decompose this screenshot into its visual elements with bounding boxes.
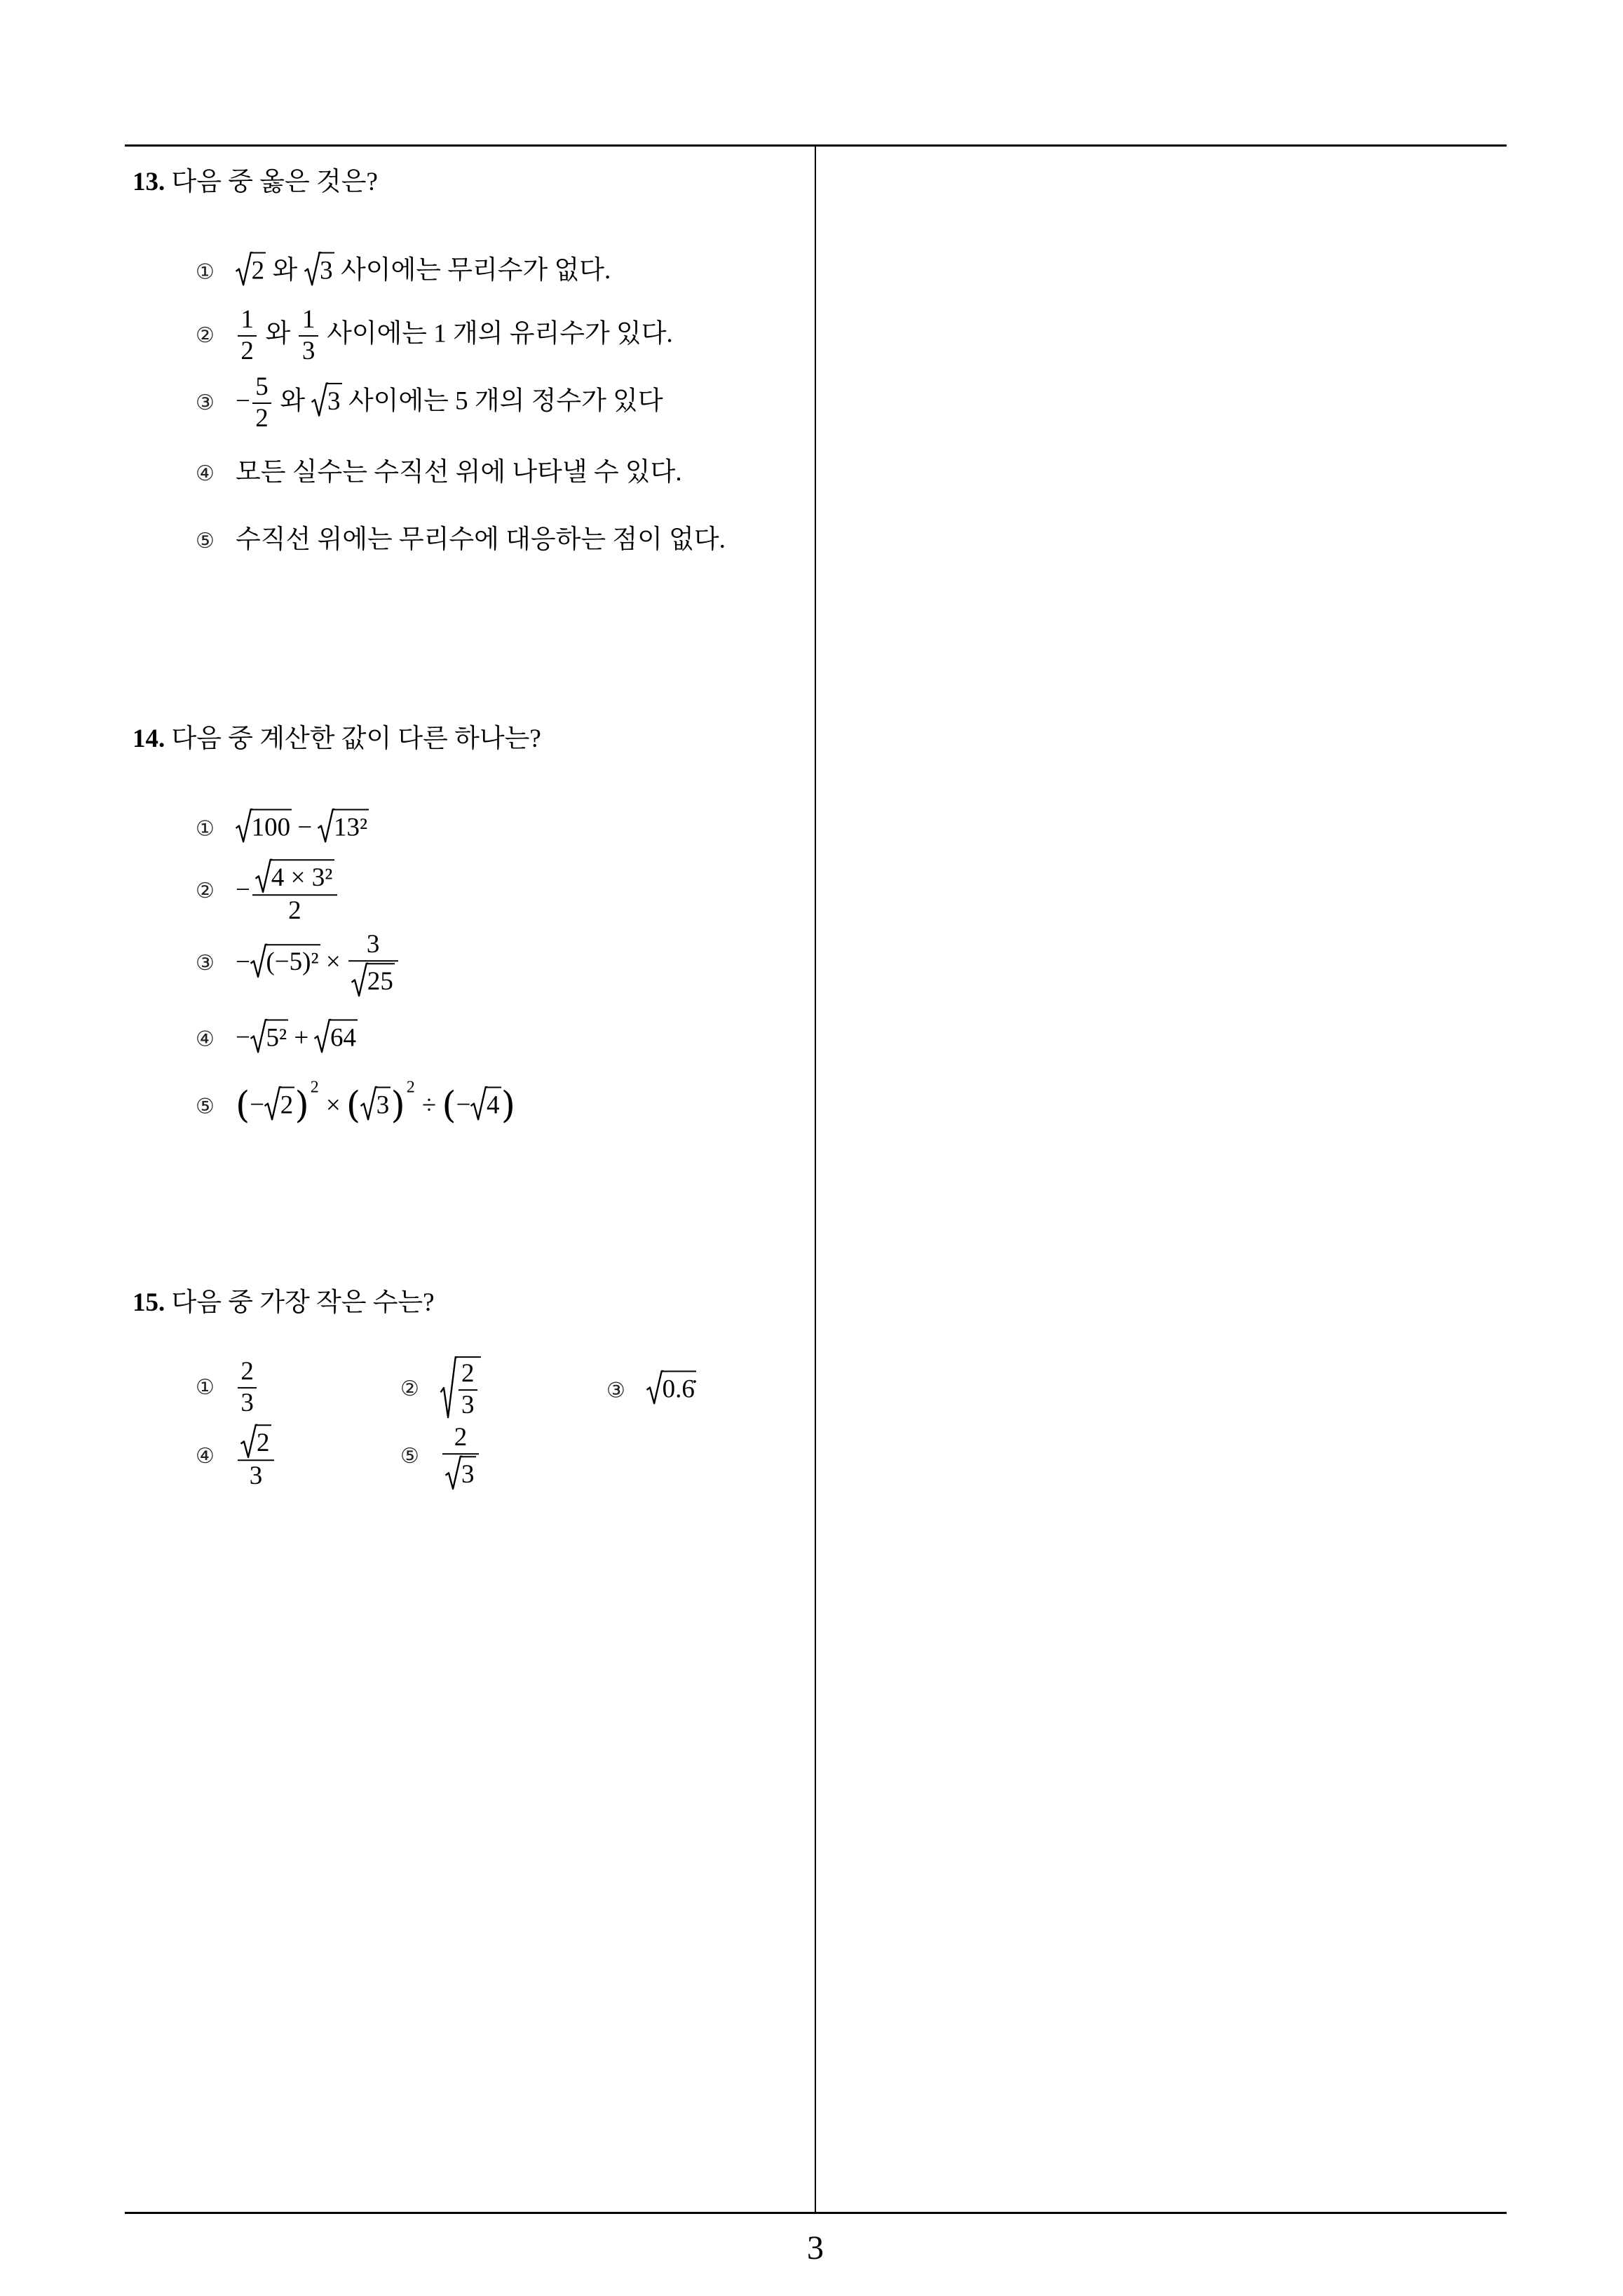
square-root [646,1370,696,1404]
question-prompt: 다음 중 계산한 값이 다른 하나는? [171,724,541,753]
radicand: 3 [326,383,342,417]
radicand: 64 [329,1019,358,1053]
column-divider [815,145,816,2213]
fraction [236,306,259,365]
radicand: 3 [460,1457,476,1490]
radicand: 3 [318,252,334,285]
fraction [440,1424,481,1490]
option-marker: ③ [606,1378,625,1403]
option-marker: ⑤ [196,1094,215,1119]
option-text: 수직선 위에는 무리수에 대응하는 점이 없다. [236,525,726,554]
radical-sign [250,944,266,978]
option-marker: ① [196,1375,215,1400]
question-number: 13. [133,167,165,196]
square-root [250,1019,288,1053]
fraction-denominator: 2 [240,337,254,366]
radicand: 2 [279,1087,295,1121]
radical-sign [264,1087,280,1121]
square-root [440,1356,481,1419]
option-text: 와 [280,386,306,416]
radicand: 4 [485,1087,501,1121]
radical-sign [314,1019,330,1053]
fraction-denominator: 2 [255,404,269,433]
radical-sign [304,252,320,285]
option-marker: ② [400,1377,419,1402]
left-parenthesis: ( [236,1084,250,1127]
option-2 [400,1356,481,1419]
radicand: (−5)² [265,944,320,978]
left-parenthesis: ( [442,1084,456,1127]
fraction [236,1358,259,1417]
option-5 [400,1424,481,1490]
fraction-denominator: 3 [461,1391,475,1420]
option-2 [196,306,673,365]
option-text: 모든 실수는 수직선 위에 나타낼 수 있다. [236,457,682,487]
square-root [236,809,292,842]
exponent: 2 [310,1078,319,1097]
question-header [133,1288,435,1318]
fraction-denominator: 3 [301,337,315,366]
question-header [133,167,378,198]
option-3 [196,374,663,433]
left-parenthesis: ( [346,1084,361,1127]
radicand: 4 × 3² [270,859,334,893]
square-root [236,252,266,285]
radicand: 3 [375,1087,391,1121]
option-3 [196,931,400,997]
option-marker: ① [196,816,215,842]
option-marker: ⑤ [196,528,215,553]
radical-sign [250,1019,266,1053]
fraction-numerator: 2 [442,1424,479,1454]
fraction-numerator: 1 [238,306,257,337]
option-5 [196,525,726,555]
square-root [264,1087,294,1121]
question-number: 14. [133,724,165,753]
question-header [133,724,541,755]
minus-sign: − [250,1090,265,1120]
option-4 [196,1424,276,1490]
fraction-numerator: 3 [348,931,398,961]
radical-sign [360,1087,376,1121]
minus-sign: − [456,1090,471,1120]
radical-sign [318,809,333,842]
radicand: 13² [332,809,369,842]
radicand: 100 [250,809,292,842]
radical-sign [236,252,251,285]
minus-sign: − [236,947,250,977]
radical-sign [236,809,251,842]
square-root [314,1019,358,1053]
radical-sign [470,1087,486,1121]
option-1 [196,252,611,286]
square-root [304,252,334,285]
option-marker: ④ [196,1027,215,1052]
square-root [445,1457,475,1490]
fraction-denominator [348,961,398,997]
option-marker: ③ [196,951,215,976]
option-2 [196,859,339,925]
square-root [311,383,341,417]
minus-sign: − [236,386,250,416]
option-marker: ① [196,259,215,285]
option-1 [196,809,369,843]
question-number: 15. [133,1288,165,1317]
minus-sign: − [236,875,250,905]
square-root [255,859,334,893]
operator: × [325,1090,341,1120]
square-root [250,944,320,978]
fraction-numerator [238,1424,274,1461]
operator: × [325,947,341,977]
bottom-rule [125,2212,1507,2214]
radical-sign [240,1424,256,1458]
option-4 [196,1019,358,1053]
operator: ÷ [421,1090,437,1120]
option-1 [196,1358,259,1417]
fraction [250,859,339,925]
exponent: 2 [406,1078,415,1097]
option-marker: ② [196,323,215,348]
fraction-numerator: 2 [459,1360,477,1391]
fraction [236,1424,276,1490]
radicand: 2 [255,1424,271,1458]
option-marker: ③ [196,390,215,415]
option-marker: ② [196,879,215,904]
square-root [240,1424,271,1458]
right-parenthesis: ) [391,1084,405,1127]
option-text: 사이에는 5 개의 정수가 있다 [348,386,663,416]
option-text: 와 [265,319,291,349]
option-text: 와 [272,256,298,285]
fraction [346,931,400,997]
fraction-denominator: 2 [288,896,301,925]
fraction-numerator: 2 [238,1358,257,1389]
right-parenthesis: ) [294,1084,309,1127]
radical-sign [646,1370,662,1404]
fraction-denominator [442,1454,479,1490]
fraction [456,1360,480,1419]
option-5 [196,1078,516,1127]
radicand: 5² [265,1019,289,1053]
page-number: 3 [807,2229,824,2267]
fraction-denominator: 3 [240,1389,254,1418]
square-root [318,809,369,842]
option-4 [196,457,682,488]
question-prompt: 다음 중 옳은 것은? [171,167,378,196]
fraction-denominator: 3 [249,1461,263,1490]
option-text: 사이에는 무리수가 없다. [341,256,611,285]
radical-sign [440,1356,456,1419]
fraction [297,306,320,365]
fraction-numerator: 5 [252,374,271,404]
square-root [351,964,395,997]
option-marker: ④ [196,461,215,486]
question-prompt: 다음 중 가장 작은 수는? [171,1288,435,1317]
minus-sign: − [236,1023,250,1053]
option-text: 사이에는 1 개의 유리수가 있다. [327,319,673,349]
radical-sign [445,1457,461,1490]
option-3 [606,1370,696,1405]
fraction-numerator: 1 [299,306,318,337]
fraction [250,374,273,433]
radical-sign [255,859,271,893]
option-marker: ⑤ [400,1444,419,1469]
fraction-numerator [252,859,337,896]
radicand [455,1356,481,1419]
option-marker: ④ [196,1444,215,1469]
radical-sign [351,964,367,997]
right-parenthesis: ) [501,1084,516,1127]
radicand: 25 [366,964,395,997]
radicand: 2 [250,252,266,285]
square-root [360,1087,391,1121]
operator: + [294,1023,309,1053]
radical-sign [311,383,327,417]
radicand: 0.6̇ [661,1370,696,1404]
square-root [470,1087,501,1121]
operator: − [297,813,313,842]
